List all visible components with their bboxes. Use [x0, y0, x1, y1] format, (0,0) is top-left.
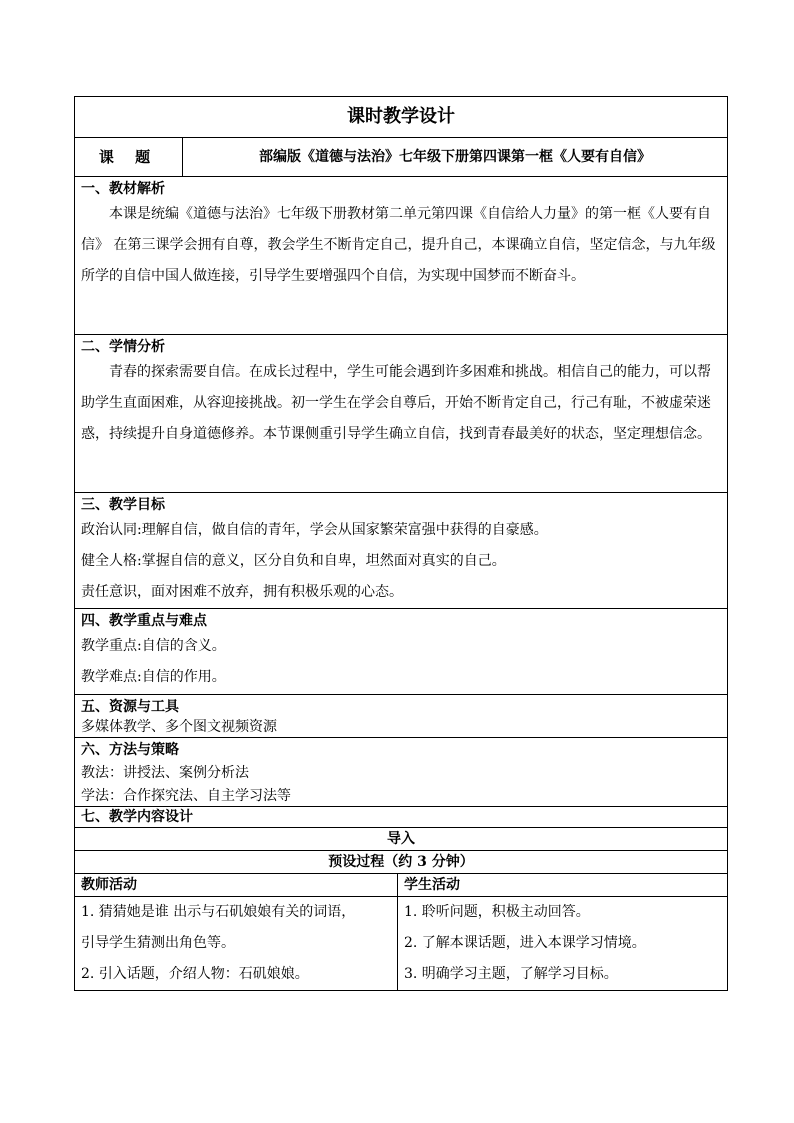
- teacher-activity-line: 2. 引入话题，介绍人物：石矶娘娘。: [81, 966, 309, 982]
- section-heading: 三、教学目标: [81, 497, 165, 513]
- section-body: 本课是统编《道德与法治》七年级下册教材第二单元第四课《自信给人力量》的第一框《人要有自信》 在第三课学会拥有自尊，教会学生不断肯定自己，提升自己，本课确立自信，坚定信念，与九年级所学的自信中国人做连接，引导学生要增强四个自信，为实现中国梦而不断奋斗。: [81, 206, 716, 284]
- resource-line: 多媒体教学、多个图文视频资源: [81, 719, 277, 735]
- goal-line: 政治认同:理解自信，做自信的青年，学会从国家繁荣富强中获得的自豪感。: [81, 522, 548, 538]
- document-title: 课时教学设计: [75, 97, 728, 138]
- section-heading: 四、教学重点与难点: [81, 613, 207, 629]
- goal-line: 责任意识，面对困难不放弃，拥有积极乐观的心态。: [81, 584, 403, 600]
- section-heading: 五、资源与工具: [81, 699, 179, 715]
- lesson-plan-document: [74, 96, 727, 991]
- goal-line: 健全人格:掌握自信的意义，区分自负和自卑，坦然面对真实的自己。: [81, 553, 506, 569]
- section-key-points: [75, 609, 728, 695]
- topic-value: 部编版《道德与法治》七年级下册第四课第一框《人要有自信》: [183, 138, 728, 177]
- section-content-design: [75, 807, 728, 828]
- student-activity-header: 学生活动: [398, 874, 728, 897]
- intro-heading: 导入: [75, 828, 728, 851]
- student-activity-line: 2. 了解本课话题，进入本课学习情境。: [404, 935, 646, 951]
- teacher-activity-header: 教师活动: [75, 874, 398, 897]
- lesson-plan-table: [74, 96, 728, 991]
- section-methods: [75, 738, 728, 807]
- section-material-analysis: [75, 177, 728, 335]
- student-activity-line: 3. 明确学习主题，了解学习目标。: [404, 966, 618, 982]
- student-activity-cell: [398, 897, 728, 991]
- section-body: 青春的探索需要自信。在成长过程中，学生可能会遇到许多困难和挑战。相信自己的能力，可以帮助学生直面困难，从容迎接挑战。初一学生在学会自尊后，开始不断肯定自己，行己有耻，不被虚荣迷惑，持续提升自身道德修养。本节课侧重引导学生确立自信，找到青春最美好的状态，坚定理想信念。: [81, 364, 711, 442]
- section-learner-analysis: [75, 335, 728, 493]
- section-heading: 二、学情分析: [81, 339, 165, 355]
- key-point-line: 教学重点:自信的含义。: [81, 638, 226, 654]
- section-resources: [75, 695, 728, 738]
- section-heading: 一、教材解析: [81, 181, 165, 197]
- teacher-activity-cell: [75, 897, 398, 991]
- student-activity-line: 1. 聆听问题，积极主动回答。: [404, 904, 590, 920]
- key-point-line: 教学难点:自信的作用。: [81, 669, 226, 685]
- intro-subheading: 预设过程（约 3 分钟）: [75, 851, 728, 874]
- teacher-activity-line: 引导学生猜测出角色等。: [81, 935, 235, 951]
- section-heading: 七、教学内容设计: [81, 809, 193, 825]
- section-teaching-goals: [75, 493, 728, 609]
- method-line: 学法：合作探究法、自主学习法等: [81, 788, 291, 804]
- teacher-activity-line: 1. 猜猜她是谁 出示与石矶娘娘有关的词语，: [81, 904, 356, 920]
- topic-label: 课 题: [75, 138, 183, 177]
- method-line: 教法：讲授法、案例分析法: [81, 765, 249, 781]
- section-heading: 六、方法与策略: [81, 742, 179, 758]
